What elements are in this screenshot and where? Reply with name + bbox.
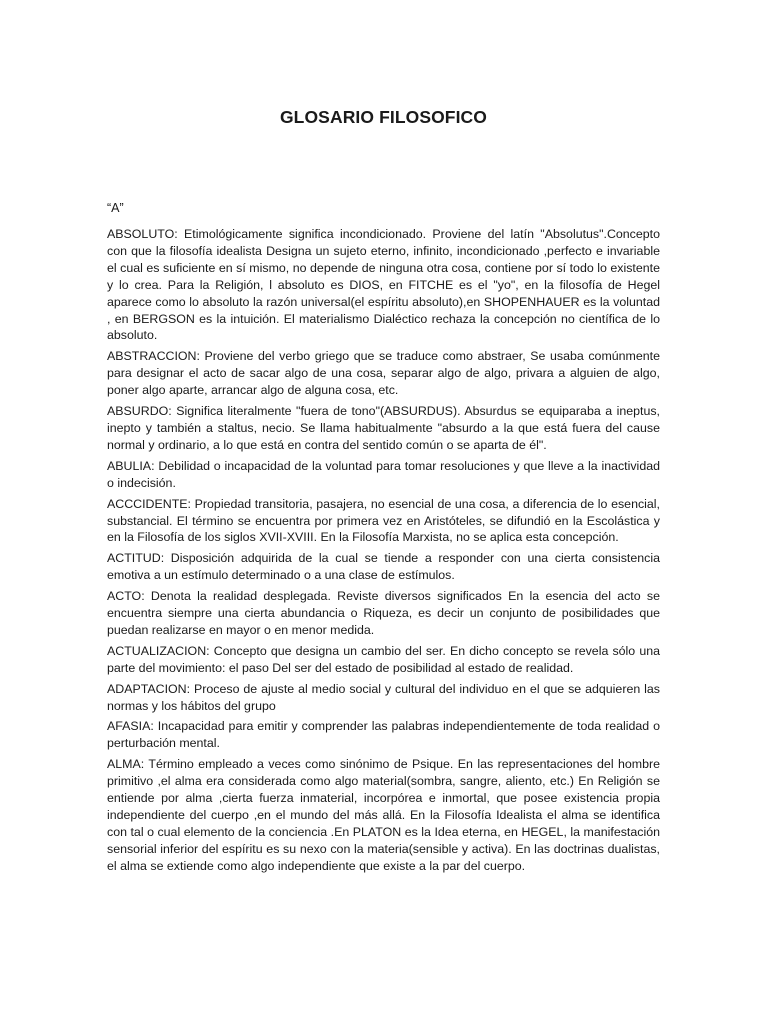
glossary-entry-actualizacion bbox=[107, 643, 660, 677]
entry-term: ACCCIDENTE: bbox=[107, 496, 191, 511]
entry-definition: Debilidad o incapacidad de la voluntad para tomar resoluciones y que lleve a la inactividad o indecisión. bbox=[107, 458, 660, 490]
entry-definition: Proviene del verbo griego que se traduce como abstraer, Se usaba comúnmente para designar el acto de sacar algo de una cosa, separar algo de algo, privara a alguien de algo, poner algo aparte, arrancar algo de alguna cosa, etc. bbox=[107, 349, 660, 398]
glossary-entry-actitud bbox=[107, 550, 660, 584]
glossary-entry-acccidente bbox=[107, 496, 660, 547]
glossary-entry-abulia bbox=[107, 458, 660, 492]
entry-definition: Incapacidad para emitir y comprender las palabras independientemente de toda realidad o perturbación mental. bbox=[107, 719, 660, 751]
entry-term: ABULIA: bbox=[107, 458, 155, 473]
glossary-entry-abstraccion bbox=[107, 348, 660, 399]
entry-definition: Término empleado a veces como sinónimo de Psique. En las representaciones del hombre primitivo ,el alma era considerada como algo material(sombra, sangre, aliento, etc.) En Religión se entiende por alma ,cierta fuerza inmaterial, incorpórea e inmortal, que posee existencia propia independiente del cuerpo ,en el mundo del más allá. En la Filosofía Idealista el alma se identifica con tal o cual elemento de la conciencia .En PLATON es la Idea eterna, en HEGEL, la manifestación sensorial inferior del espíritu es su nexo con la materia(sensible y activa). En las doctrinas dualistas, el alma se extiende como algo independiente que existe a la par del cuerpo. bbox=[107, 757, 660, 873]
document-title: GLOSARIO FILOSOFICO bbox=[279, 107, 488, 127]
glossary-entry-afasia bbox=[107, 718, 660, 752]
entry-definition: Disposición adquirida de la cual se tiende a responder con una cierta consistencia emotiva a un estímulo determinado o a una clase de estímulos. bbox=[107, 551, 660, 583]
glossary-entry-absoluto bbox=[107, 226, 660, 344]
glossary-entry-absurdo bbox=[107, 403, 660, 454]
section-letter: “A” bbox=[107, 201, 124, 215]
entry-term: ADAPTACION: bbox=[107, 681, 191, 696]
entry-term: ACTITUD: bbox=[107, 551, 165, 566]
entry-term: ALMA: bbox=[107, 757, 145, 772]
entry-definition: Propiedad transitoria, pasajera, no esencial de una cosa, a diferencia de lo esencial, substancial. El término se encuentra por primera vez en Aristóteles, se difundió en la Escolástica y en la Filosofía de los siglos XVII-XVIII. En la Filosofía Marxista, no se aplica esta concepción. bbox=[107, 496, 660, 545]
glossary-entry-adaptacion bbox=[107, 681, 660, 715]
entry-term: AFASIA: bbox=[107, 719, 154, 734]
glossary-entry-acto bbox=[107, 588, 660, 639]
entry-term: ACTUALIZACION: bbox=[107, 643, 210, 658]
entry-term: ABSOLUTO: bbox=[107, 227, 178, 241]
entry-definition: Denota la realidad desplegada. Reviste diversos significados En la esencia del acto se encuentra siempre una cierta abundancia o Riqueza, es decir un conjunto de posibilidades que puedan realizarse en mayor o en menor medida. bbox=[107, 589, 660, 637]
entry-term: ABSURDO: bbox=[107, 404, 172, 419]
entry-definition: Proceso de ajuste al medio social y cultural del individuo en el que se adquieren las normas y los hábitos del grupo bbox=[107, 681, 660, 713]
entry-definition: Concepto que designa un cambio del ser. En dicho concepto se revela sólo una parte del movimiento: el paso Del ser del estado de posibilidad al estado de realidad. bbox=[107, 643, 660, 675]
glossary-entry-alma bbox=[107, 756, 660, 874]
entry-definition: Etimológicamente significa incondicionado. Proviene del latín "Absolutus".Concepto con que la filosofía idealista Designa un sujeto eterno, infinito, incondicionado ,perfecto e invariable el cual es suficiente en sí mismo, no depende de ninguna otra cosa, contiene por sí todo lo existente y lo crea. Para la Religión, l absoluto es DIOS, en FITCHE es el "yo", en la filosofía de Hegel aparece como lo absoluto la razón universal(el espíritu absoluto),en SHOPENHAUER es la voluntad , en BERGSON es la intuición. El materialismo Dialéctico rechaza la concepción no científica de lo absoluto. bbox=[107, 227, 660, 343]
entry-definition: Significa literalmente "fuera de tono"(ABSURDUS). Absurdus se equiparaba a ineptus, inepto y también a staltus, necio. Se llama habitualmente "absurdo a la que está fuera del cause normal y ordinario, a lo que está en contra del sentido común o se aparta de él". bbox=[107, 404, 660, 452]
entry-term: ACTO: bbox=[107, 589, 145, 604]
entry-term: ABSTRACCION: bbox=[107, 349, 200, 364]
